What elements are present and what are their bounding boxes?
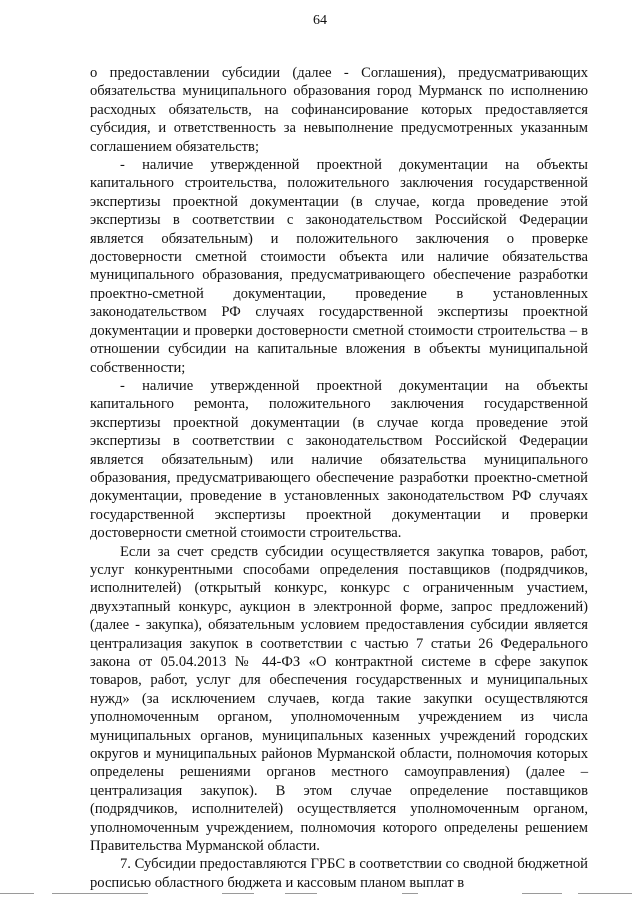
bottom-divider [222,893,254,894]
bottom-divider [402,893,418,894]
bottom-divider [285,893,317,894]
bottom-divider [52,893,148,894]
paragraph-subsidy-agreement: о предоставлении субсидии (далее - Соглашения), предусматривающих обязательства муниципального образования город Мурманск по исполнению расходных обязательств, на софинансирование которых предоставляется субсидия, и ответственность за невыполнение предусмотренных указанным соглашением обязательств; [90,65,588,155]
page-number: 64 [313,13,327,28]
bottom-divider [0,893,34,894]
document-body [90,64,588,892]
paragraph-capital-repair-docs: - наличие утвержденной проектной документации на объекты капитального ремонта, положительного заключения государственной экспертизы проектной документации (в случае когда проведение этой экспертизы в соответствии с законодательством Российской Федерации является обязательным) или наличие обязательства муниципального образования, предусматривающего обеспечение разработки проектно-сметной документации, проведение в установленных законодательством РФ случаях государственной экспертизы проектной документации и проверки достоверности сметной стоимости строительства. [90,377,588,542]
bottom-divider [578,893,632,894]
paragraph-capital-construction-docs: - наличие утвержденной проектной документации на объекты капитального строительства, положительного заключения государственной экспертизы проектной документации (в случае, когда проведение этой экспертизы в соответствии с законодательством Российской Федерации является обязательным) и положительного заключения о проверке достоверности сметной стоимости объекта или наличие обязательства муниципального образования, предусматривающего обеспечение разработки проектно-сметной документации, проведение в установленных законодательством РФ случаях государственной экспертизы проектной документации и проверки достоверности сметной стоимости строительства – в отношении субсидии на капитальные вложения в объекты муниципальной собственности; [90,157,588,376]
paragraph-item-7: 7. Субсидии предоставляются ГРБС в соответствии со сводной бюджетной росписью областного бюджета и кассовым планом выплат в [90,856,588,891]
bottom-divider [522,893,562,894]
paragraph-procurement-centralization: Если за счет средств субсидии осуществляется закупка товаров, работ, услуг конкурентными способами определения поставщиков (подрядчиков, исполнителей) (открытый конкурс, конкурс с ограниченным участием, двухэтапный конкурс, аукцион в электронной форме, запрос предложений) (далее - закупка), обязательным условием предоставления субсидии является централизация закупок в соответствии с частью 7 статьи 26 Федерального закона от 05.04.2013 № 44-ФЗ «О контрактной системе в сфере закупок товаров, работ, услуг для обеспечения государственных и муниципальных нужд» (за исключением случаев, когда такие закупки осуществляются уполномоченным органом, уполномоченным учреждением из числа муниципальных органов, муниципальных казенных учреждений городских округов и муниципальных районов Мурманской области, полномочия которых определены решениями органов местного самоуправления) (далее – централизация закупок). В этом случае определение поставщиков (подрядчиков, исполнителей) осуществляется уполномоченным органом, уполномоченным учреждением, полномочия которого определены решением Правительства Мурманской области. [90,543,588,855]
